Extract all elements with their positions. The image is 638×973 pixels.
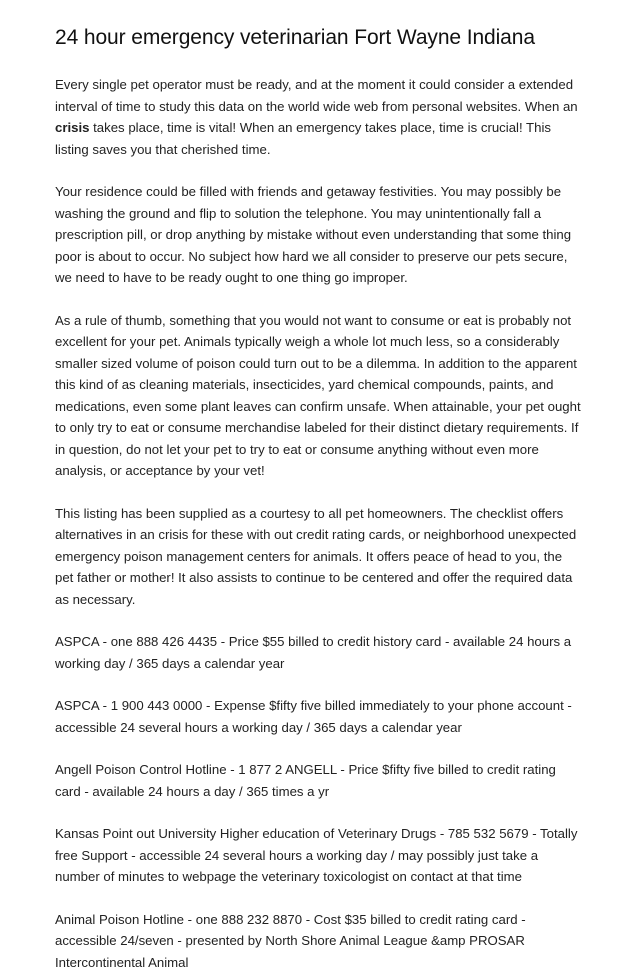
paragraph-intro-bold-word: crisis	[55, 120, 89, 135]
paragraph-residence: Your residence could be filled with friends and getaway festivities. You may possibly be washing the ground and flip to solution the telephone. You may unintentionally fall a prescription pill, or drop anything by mistake without even understanding that some thing poor is about to occur. No subject how hard we all consider to preserve our pets secure, we need to have to be ready ought to one thing go improper.	[55, 181, 583, 289]
paragraph-intro-text-after: takes place, time is vital! When an emergency takes place, time is crucial! This listing saves you that cherished time.	[55, 120, 551, 157]
paragraph-intro	[55, 74, 583, 160]
hotline-animal-poison: Animal Poison Hotline - one 888 232 8870 - Cost $35 billed to credit rating card - accessible 24/seven - presented by North Shore Animal League &amp PROSAR Intercontinental Animal	[55, 909, 583, 973]
hotline-aspca-900: ASPCA - 1 900 443 0000 - Expense $fifty five billed immediately to your phone account - accessible 24 several hours a working day / 365 days a calendar year	[55, 695, 583, 738]
paragraph-rule-of-thumb: As a rule of thumb, something that you would not want to consume or eat is probably not excellent for your pet. Animals typically weigh a whole lot much less, so a considerably smaller sized volume of poison could turn out to be a dilemma. In addition to the apparent this kind of as cleaning materials, insecticides, yard chemical compounds, paints, and medications, even some plant leaves can confirm unsafe. When attainable, your pet ought to only try to eat or consume merchandise labeled for their distinct dietary requirements. If in question, do not let your pet to try to eat or consume anything without even more analysis, or acceptance by your vet!	[55, 310, 583, 482]
paragraph-intro-text-before: Every single pet operator must be ready, and at the moment it could consider a extended interval of time to study this data on the world wide web from personal websites. When an	[55, 77, 578, 114]
hotline-angell: Angell Poison Control Hotline - 1 877 2 ANGELL - Price $fifty five billed to credit rating card - available 24 hours a day / 365 times a yr	[55, 759, 583, 802]
paragraph-listing-courtesy: This listing has been supplied as a courtesy to all pet homeowners. The checklist offers alternatives in an crisis for these with out credit rating cards, or neighborhood unexpected emergency poison management centers for animals. It offers peace of head to you, the pet father or mother! It also assists to continue to be centered and offer the required data as necessary.	[55, 503, 583, 611]
document-title: 24 hour emergency veterinarian Fort Wayne Indiana	[55, 24, 583, 52]
hotline-aspca-888: ASPCA - one 888 426 4435 - Price $55 billed to credit history card - available 24 hours a working day / 365 days a calendar year	[55, 631, 583, 674]
hotline-kansas-state: Kansas Point out University Higher education of Veterinary Drugs - 785 532 5679 - Totally free Support - accessible 24 several hours a working day / may possibly just take a number of minutes to webpage the veterinary toxicologist on contact at that time	[55, 823, 583, 888]
